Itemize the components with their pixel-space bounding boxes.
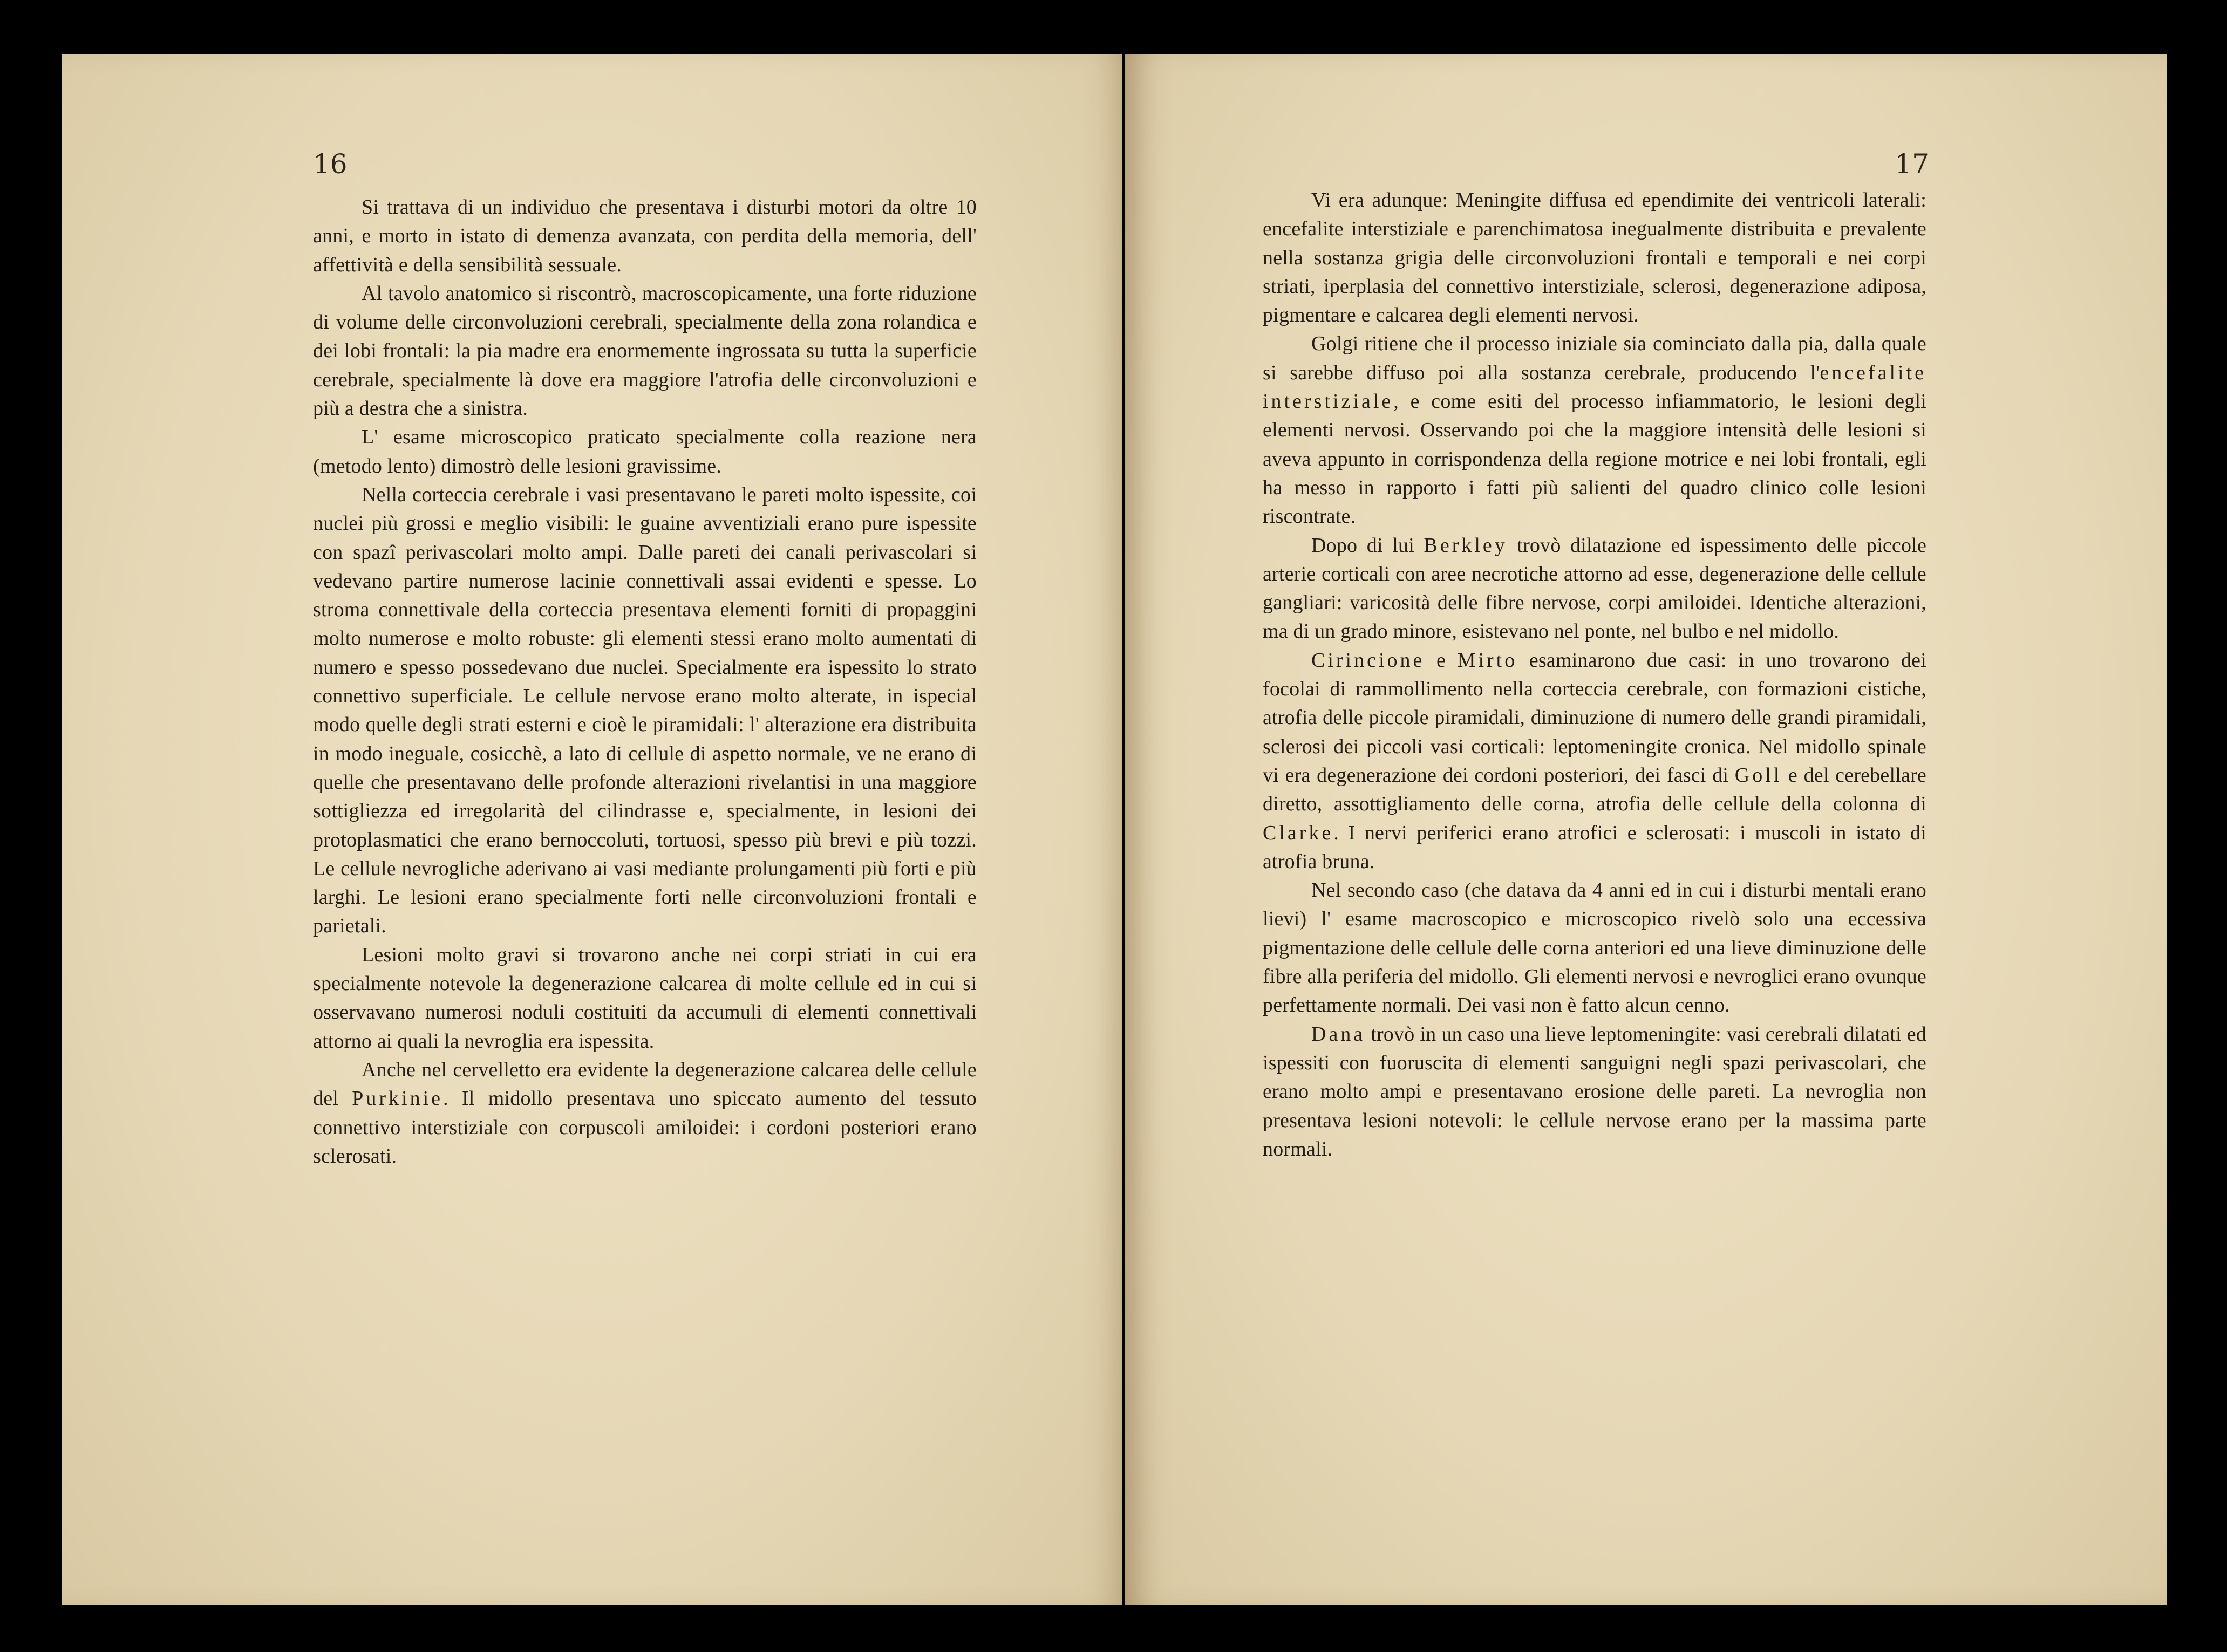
author-name: Berkley (1424, 534, 1508, 557)
text-run: Nella corteccia cerebrale i vasi presentavano le pareti molto ispessite, coi nuclei più grossi e meglio visibili: le guaine avventiziali erano pure ispessite con spazî perivascolari molto ampi. Dalle pareti dei canali perivascolari si vedevano partire numerose lacinie connettivali assai evidenti e spesse. Lo stroma connettivale della corteccia presentava elementi forniti di propaggini molto numerose e molto robuste: gli elementi stessi erano molto aumentati di numero e spesso possedevano due nuclei. Specialmente era ispessito lo strato connettivo superficiale. Le cellule nervose erano molto alterate, in ispecial modo quelle degli strati esterni e cioè le piramidali: l' alterazione era distribuita in modo ineguale, cosicchè, a lato di cellule di aspetto normale, ve ne erano di quelle che presentavano delle profonde alterazioni rivelantisi in una maggiore sottigliezza ed irregolarità del cilindrasse e, specialmente, in lesioni dei protoplasmatici che erano bernoccoluti, tortuosi, spesso più brevi e più tozzi. Le cellule nevrogliche aderivano ai vasi mediante prolungamenti più forti e più larghi. Le lesioni erano specialmente forti nelle circonvoluzioni frontali e parietali. (313, 483, 977, 938)
paragraph (1263, 330, 1926, 531)
author-name: Clarke (1263, 821, 1334, 844)
paragraph (313, 941, 977, 1056)
text-run: Anche nel cervelletto era evidente la degenerazione calcarea delle cellule del (313, 1058, 977, 1110)
text-run: Golgi ritiene che il processo iniziale sia cominciato dalla pia, dalla quale si sarebbe diffuso poi alla sostanza cerebrale, producendo l' (1263, 332, 1926, 384)
paragraph (1263, 1020, 1926, 1164)
left-page (62, 54, 1122, 1605)
text-run: Si trattava di un individuo che presentava i disturbi motori da oltre 10 anni, e morto in istato di demenza avanzata, con perdita della memoria, dell' affettività e della sensibilità sessuale. (313, 196, 977, 276)
author-name: Dana (1311, 1022, 1366, 1046)
text-run: e (1425, 648, 1458, 672)
right-page-text (1263, 186, 1926, 1164)
author-name: Purkinie (352, 1087, 444, 1110)
text-run: trovò dilatazione ed ispessimento delle piccole arterie corticali con aree necrotiche attorno ad esse, degenerazione delle cellule gangliari: varicosità delle fibre nervose, corpi amiloidei. Identiche alterazioni, ma di un grado minore, esistevano nel ponte, nel bulbo e nel midollo. (1263, 534, 1927, 643)
text-run: , e come esiti del processo infiammatorio, le lesioni degli elementi nervosi. Osservando poi che la maggiore intensità delle lesioni si aveva appunto in corrispondenza della regione motrice e nei lobi frontali, egli ha messo in rapporto i fatti più salienti del quadro clinico colle lesioni riscontrate. (1263, 390, 1926, 528)
paragraph (1263, 876, 1926, 1020)
paragraph (313, 193, 977, 279)
emphasized-term: encefalite interstiziale (1263, 361, 1926, 413)
text-run: trovò in un caso una lieve leptomeningite: vasi cerebrali dilatati ed ispessiti con fuoruscita di elementi sanguigni negli spazi perivascolari, che erano molto ampi e presentavano erosione delle pareti. La nevroglia non presentava lesioni notevoli: le cellule nervose erano per la massima parte normali. (1263, 1022, 1926, 1161)
paragraph (1263, 531, 1926, 646)
right-page (1125, 54, 2167, 1605)
text-run: . Il midollo presentava uno spiccato aumento del tessuto connettivo interstiziale con corpuscoli amiloidei: i cordoni posteriori erano sclerosati. (313, 1087, 977, 1168)
text-run: e del cerebellare diretto, assottigliamento delle corna, atrofia delle cellule della colonna di (1263, 763, 1926, 816)
page-number-right: 17 (1895, 148, 1929, 180)
author-name: Mirto (1457, 648, 1518, 672)
text-run: Dopo di lui (1311, 534, 1424, 557)
page-number-left: 16 (313, 148, 348, 180)
author-name: Goll (1734, 763, 1782, 787)
text-run: L' esame microscopico praticato specialmente colla reazione nera (metodo lento) dimostrò delle lesioni gravissime. (313, 426, 977, 477)
text-run: Vi era adunque: Meningite diffusa ed ependimite dei ventricoli laterali: encefalite interstiziale e parenchimatosa inegualmente distribuita e prevalente nella sostanza grigia delle circonvoluzioni frontali e temporali e nei corpi striati, iperplasia del connettivo interstiziale, sclerosi, degenerazione adiposa, pigmentare e calcarea degli elementi nervosi. (1263, 189, 1926, 327)
paragraph (1263, 186, 1926, 330)
paragraph (313, 423, 977, 481)
paragraph (1263, 646, 1926, 876)
paragraph (313, 279, 977, 423)
text-run: Al tavolo anatomico si riscontrò, macroscopicamente, una forte riduzione di volume delle circonvoluzioni cerebrali, specialmente della zona rolandica e dei lobi frontali: la pia madre era enormemente ingrossata su tutta la superficie cerebrale, specialmente là dove era maggiore l'atrofia delle circonvoluzioni e più a destra che a sinistra. (313, 282, 977, 420)
left-page-text (313, 193, 977, 1171)
text-run: Nel secondo caso (che datava da 4 anni ed in cui i disturbi mentali erano lievi) l' esame macroscopico e microscopico rivelò solo una eccessiva pigmentazione delle cellule delle corna anteriori ed una lieve diminuzione delle fibre alla periferia del midollo. Gli elementi nervosi e nevroglici erano ovunque perfettamente normali. Dei vasi non è fatto alcun cenno. (1263, 879, 1926, 1017)
author-name: Cirincione (1311, 648, 1425, 672)
text-run: esaminarono due casi: in uno trovarono dei focolai di rammollimento nella corteccia cerebrale, con formazioni cistiche, atrofia delle piccole piramidali, diminuzione di numero delle grandi piramidali, sclerosi dei piccoli vasi corticali: leptomeningite cronica. Nel midollo spinale vi era degenerazione dei cordoni posteriori, dei fasci di (1263, 648, 1926, 787)
paragraph (313, 481, 977, 941)
text-run: Lesioni molto gravi si trovarono anche nei corpi striati in cui era specialmente notevole la degenerazione calcarea di molte cellule ed in cui si osservavano numerosi noduli costituiti da accumuli di elementi connettivali attorno ai quali la nevroglia era ispessita. (313, 943, 977, 1053)
paragraph (313, 1056, 977, 1171)
text-run: . I nervi periferici erano atrofici e sclerosati: i muscoli in istato di atrofia bruna. (1263, 821, 1926, 873)
